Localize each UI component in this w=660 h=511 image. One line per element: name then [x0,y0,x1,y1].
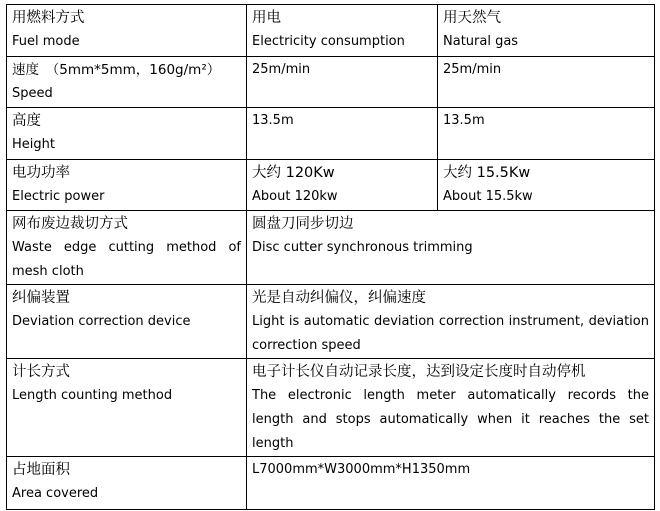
value-zh: 圆盘刀同步切边 [252,216,354,232]
value-cell [247,211,655,285]
spec-table [6,4,655,510]
table-row-length-counting [7,359,655,457]
electric-cell [247,108,438,160]
label-en: Length counting method [12,388,173,403]
label-zh: 网布废边裁切方式 [12,216,128,232]
label-en: Waste edge cutting method of mesh cloth [12,240,241,279]
value-zh: 用天然气 [443,10,501,26]
value-zh: 大约 15.5Kw [443,165,531,181]
value-en: 25m/min [443,62,502,77]
table-row-speed [7,57,655,108]
label-cell [7,285,247,359]
label-cell [7,57,247,108]
table-row-fuel-mode [7,5,655,57]
gas-cell [438,57,655,108]
electric-cell [247,57,438,108]
value-zh: 用电 [252,10,281,26]
electric-cell [247,160,438,211]
value-en: L7000mm*W3000mm*H1350mm [252,462,471,477]
value-en: Light is automatic deviation correction instrument, deviation correction speed [252,314,649,353]
table-row-deviation-correction [7,285,655,359]
gas-cell [438,160,655,211]
label-cell [7,359,247,457]
value-en: 25m/min [252,62,311,77]
value-en: Natural gas [443,34,519,49]
value-cell [247,457,655,510]
label-zh: 速度 （5mm*5mm，160g/m²） [12,62,221,78]
value-en: About 120kw [252,189,338,204]
table-row-area-covered [7,457,655,510]
label-zh: 占地面积 [12,462,70,478]
value-en: The electronic length meter automatically records the length and stops automatically when it reaches the set length [252,388,649,451]
label-zh: 计长方式 [12,364,70,380]
label-zh: 用燃料方式 [12,10,85,26]
label-zh: 高度 [12,113,41,129]
label-cell [7,108,247,160]
value-cell [247,285,655,359]
label-zh: 电功功率 [12,165,70,181]
label-en: Fuel mode [12,34,80,49]
label-en: Area covered [12,486,99,501]
label-en: Deviation correction device [12,314,191,329]
label-en: Height [12,137,55,152]
value-en: Disc cutter synchronous trimming [252,240,473,255]
value-cell [247,359,655,457]
label-cell [7,160,247,211]
label-en: Electric power [12,189,105,204]
value-en: 13.5m [252,113,294,128]
label-cell [7,457,247,510]
electric-cell [247,5,438,57]
value-zh: 电子计长仪自动记录长度，达到设定长度时自动停机 [252,364,586,380]
label-zh: 纠偏装置 [12,290,70,306]
value-en: Electricity consumption [252,34,405,49]
gas-cell [438,5,655,57]
value-zh: 大约 120Kw [252,165,335,181]
value-en: About 15.5kw [443,189,533,204]
table-row-electric-power [7,160,655,211]
value-en: 13.5m [443,113,485,128]
label-cell [7,5,247,57]
gas-cell [438,108,655,160]
table-row-height [7,108,655,160]
label-en: Speed [12,86,53,101]
value-zh: 光是自动纠偏仪，纠偏速度 [252,290,426,306]
table-row-waste-edge-cutting [7,211,655,285]
label-cell [7,211,247,285]
